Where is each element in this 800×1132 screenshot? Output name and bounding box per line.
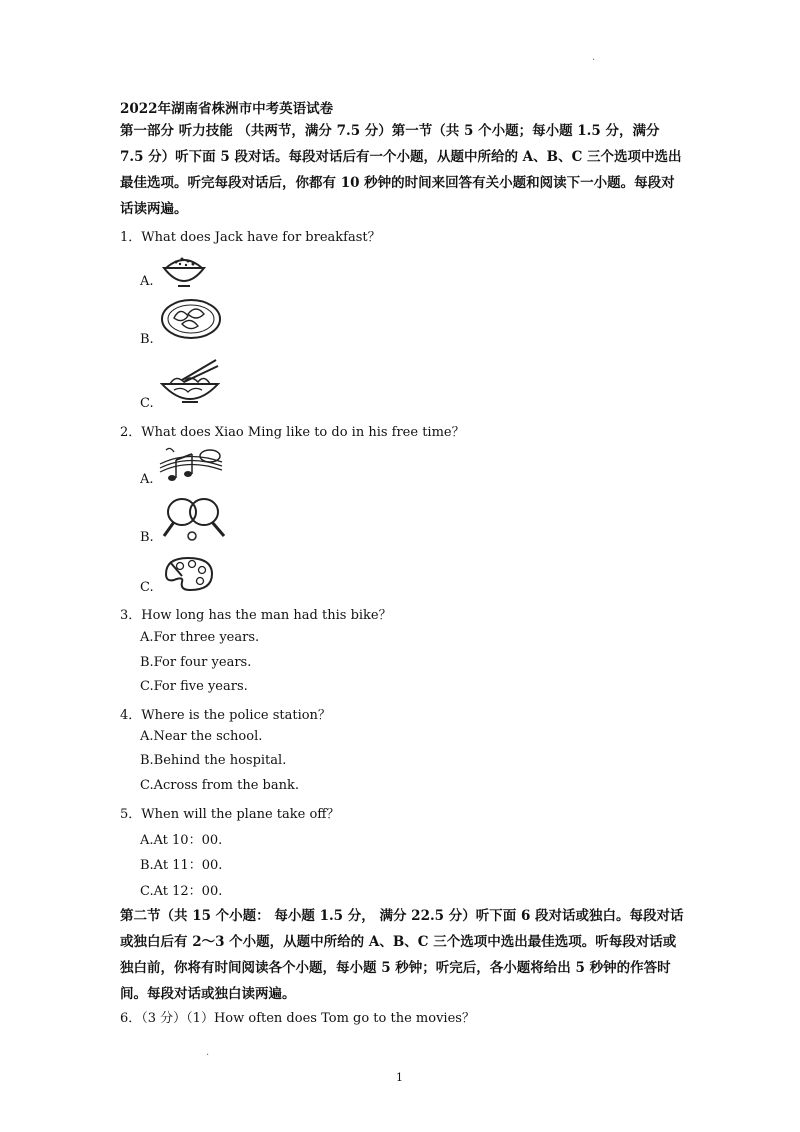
rice-bowl-icon [160,250,208,290]
q3-option-c: C.For five years. [140,679,248,694]
q2-option-a-label: A. [140,472,154,487]
q4-option-b: B.Behind the hospital. [140,753,287,768]
q3-option-a: A.For three years. [140,630,260,645]
question-1-stem: 1．What does Jack have for breakfast？ [120,230,381,245]
q1-option-b-label: B. [140,332,154,347]
question-2-stem: 2．What does Xiao Ming like to do in his free time？ [120,425,465,440]
q5-option-c: C.At 12：00. [140,884,223,899]
dumplings-plate-icon [160,298,222,340]
question-6-stem: 6．（3 分）（1）How often does Tom go to the movies？ [120,1011,475,1026]
q2-option-b-label: B. [140,530,154,545]
q4-option-a: A.Near the school. [140,729,263,744]
section2-intro: 第二节（共 15 个小题： 每小题 1.5 分， 满分 22.5 分）听下面 6 段对话或独白。每段对话或独白后有 2～3 个小题，从题中所给的 A、B、C 三个选项中选出最佳选项。听每段对话或独白前，你将有时间阅读各个小题，每小题 5 秒钟；听完后，各小题将给出 5 秒钟的作答时间。每段对话或独白读两遍。 [120,908,684,1002]
q2-option-c-label: C. [140,580,154,595]
q4-option-c: C.Across from the bank. [140,778,299,793]
stray-dot: . [206,1047,210,1058]
part1-intro: 第一部分 听力技能 （共两节，满分 7.5 分）第一节（共 5 个小题；每小题 1.5 分，满分 7.5 分）听下面 5 段对话。每段对话后有一个小题，从题中所给的 A、B、C 三个选项中选出最佳选项。听完每段对话后，你都有 10 秒钟的时间来回答有关小题和阅读下一小题。每段对话读两遍。 [120,123,682,217]
ping-pong-paddles-icon [160,494,228,542]
question-4-stem: 4．Where is the police station？ [120,708,331,723]
q1-option-c-label: C. [140,396,154,411]
q5-option-b: B.At 11：00. [140,858,223,873]
q3-option-b: B.For four years. [140,655,252,670]
paint-palette-icon [160,554,216,594]
noodles-bowl-icon [158,356,220,408]
music-notes-icon [158,444,224,488]
exam-title: 2022年湖南省株洲市中考英语试卷 [120,101,334,117]
stray-dot: . [592,52,596,63]
q1-option-a-label: A. [140,274,154,289]
q5-option-a: A.At 10：00. [140,833,223,848]
question-5-stem: 5．When will the plane take off？ [120,807,340,822]
page-number: 1 [396,1071,403,1084]
question-3-stem: 3．How long has the man had this bike？ [120,608,392,623]
